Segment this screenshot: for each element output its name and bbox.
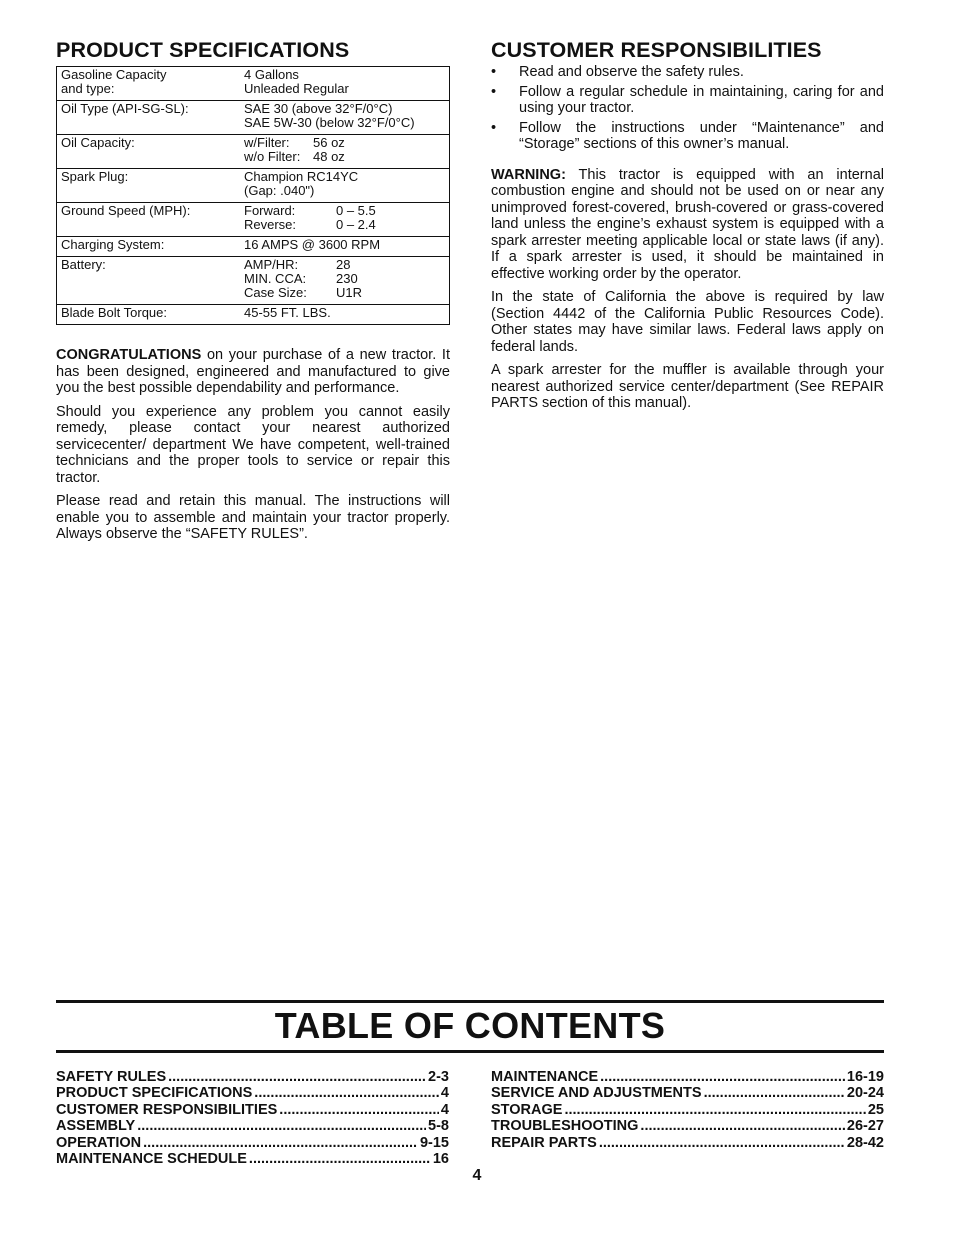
toc-entry-operation[interactable]: OPERATION ..... 9-15 bbox=[56, 1135, 449, 1151]
right-column bbox=[491, 36, 884, 419]
toc-entry-service-adjustments[interactable]: SERVICE AND ADJUSTMENTS ..... 20-24 bbox=[491, 1085, 884, 1101]
spec-value: 0 – 2.4 bbox=[336, 217, 376, 232]
toc-entry-repair-parts[interactable]: REPAIR PARTS ..... 28-42 bbox=[491, 1135, 884, 1151]
spec-label: Spark Plug: bbox=[61, 169, 129, 184]
toc-leader bbox=[249, 1151, 431, 1167]
spec-value-key: Case Size: bbox=[244, 285, 307, 300]
toc-entry-product-specifications[interactable]: PRODUCT SPECIFICATIONS ..... 4 bbox=[56, 1085, 449, 1101]
spec-label: and type: bbox=[61, 81, 115, 96]
bullet-icon: • bbox=[491, 64, 497, 80]
spec-value-key: Reverse: bbox=[244, 217, 297, 232]
spec-value: 4 Gallons bbox=[244, 67, 299, 82]
responsibility-list bbox=[491, 64, 884, 153]
spec-row-charging bbox=[57, 237, 450, 257]
spec-label: Blade Bolt Torque: bbox=[61, 305, 167, 320]
spec-value: Unleaded Regular bbox=[244, 81, 349, 96]
congratulations-lead: CONGRATULATIONS bbox=[56, 347, 202, 363]
retain-manual-paragraph: Please read and retain this manual. The instructions will enable you to assemble and maintain your tractor properly. Always observe the “SAFETY RULES”. bbox=[56, 493, 450, 542]
problem-paragraph: Should you experience any problem you cannot easily remedy, please contact your nearest authorized servicecenter/ department We have competent, well-trained technicians and the proper tools to service or repair this tractor. bbox=[56, 403, 450, 486]
page-number: 4 bbox=[472, 1167, 482, 1184]
toc-entry-maintenance[interactable]: MAINTENANCE ..... 16-19 bbox=[491, 1069, 884, 1085]
spec-value: 28 bbox=[336, 257, 351, 272]
spec-value: 16 AMPS @ 3600 RPM bbox=[244, 237, 381, 252]
left-column bbox=[56, 36, 450, 550]
spec-value: Champion RC14YC bbox=[244, 169, 359, 184]
toc-leader bbox=[143, 1135, 418, 1151]
toc-leader bbox=[168, 1069, 426, 1085]
spec-row-spark-plug bbox=[57, 169, 450, 203]
spec-value-key: Forward: bbox=[244, 203, 296, 218]
spec-label: Oil Capacity: bbox=[61, 135, 135, 150]
toc-page: 5-8 bbox=[428, 1118, 449, 1135]
intro-block bbox=[56, 347, 450, 543]
toc-entry-safety-rules[interactable]: SAFETY RULES ..... 2-3 bbox=[56, 1069, 449, 1085]
toc-entry-maintenance-schedule[interactable]: MAINTENANCE SCHEDULE ..... 16 bbox=[56, 1151, 449, 1167]
spec-label: Gasoline Capacity bbox=[61, 67, 167, 82]
toc-leader bbox=[137, 1118, 426, 1134]
toc-leader bbox=[640, 1118, 844, 1134]
warning-lead: WARNING: bbox=[491, 166, 566, 183]
toc-page: 16 bbox=[432, 1151, 449, 1168]
spec-label: Oil Type (API-SG-SL): bbox=[61, 101, 189, 116]
spec-row-battery bbox=[57, 257, 450, 305]
congratulations-paragraph bbox=[56, 347, 450, 397]
toc-right-column bbox=[491, 1069, 884, 1151]
toc-page: 25 bbox=[867, 1101, 884, 1118]
toc-leader bbox=[599, 1135, 845, 1151]
toc-top-rule bbox=[56, 1000, 884, 1003]
toc-page: 9-15 bbox=[419, 1134, 449, 1151]
toc-page: 20-24 bbox=[846, 1085, 884, 1102]
muffler-paragraph: A spark arrester for the muffler is available through your nearest authorized service center/department (See REPAIR PARTS section of this manual). bbox=[491, 362, 884, 411]
toc-page: 28-42 bbox=[846, 1134, 884, 1151]
list-item: • Follow a regular schedule in maintaining, caring for and using your tractor. bbox=[491, 83, 884, 116]
product-specifications-heading: PRODUCT SPECIFICATIONS bbox=[56, 38, 350, 62]
toc-page: 2-3 bbox=[428, 1069, 449, 1085]
spec-row-blade-torque bbox=[57, 305, 450, 325]
bullet-icon: • bbox=[491, 119, 497, 136]
customer-responsibilities-heading: CUSTOMER RESPONSIBILITIES bbox=[491, 38, 822, 62]
toc-page: 16-19 bbox=[846, 1069, 884, 1085]
toc-entry-customer-responsibilities[interactable]: CUSTOMER RESPONSIBILITIES ..... 4 bbox=[56, 1102, 449, 1118]
spec-value: SAE 30 (above 32°F/0°C) bbox=[244, 101, 393, 116]
spec-value: 0 – 5.5 bbox=[336, 203, 376, 218]
toc-leader bbox=[704, 1085, 845, 1101]
toc-page: 26-27 bbox=[846, 1118, 884, 1135]
toc-page: 4 bbox=[440, 1101, 449, 1118]
warning-text: This tractor is equipped with an internal combustion engine and should not be used on or near any unimproved forest-covered, brush-covered or grass-covered land unless the engine’s exhaust system is equipped with a spark arrester meeting applicable local or state laws (if any). If a spark arrester is used, it should be maintained in effective working order by the operator. bbox=[491, 166, 884, 282]
spec-row-oil-capacity bbox=[57, 135, 450, 169]
spec-value: 48 oz bbox=[313, 149, 345, 164]
spec-value: 230 bbox=[336, 271, 358, 286]
spec-value: U1R bbox=[336, 285, 363, 300]
spec-value-key: MIN. CCA: bbox=[244, 271, 307, 286]
toc-entry-assembly[interactable]: ASSEMBLY ..... 5-8 bbox=[56, 1118, 449, 1134]
spec-value: 45-55 FT. LBS. bbox=[244, 305, 331, 320]
toc-bottom-rule bbox=[56, 1050, 884, 1053]
spec-row-oil-type bbox=[57, 101, 450, 135]
spec-label: Ground Speed (MPH): bbox=[61, 203, 191, 218]
toc-leader bbox=[600, 1069, 845, 1085]
toc-leader bbox=[254, 1085, 439, 1101]
spec-row-ground-speed bbox=[57, 203, 450, 237]
spec-value-key: AMP/HR: bbox=[244, 257, 299, 272]
toc-entry-storage[interactable]: STORAGE ..... 25 bbox=[491, 1102, 884, 1118]
toc-title: TABLE OF CONTENTS bbox=[274, 1005, 666, 1046]
congratulations-text: on your purchase of a new tractor. It has been designed, engineered and manufactured to give you the best possible dependability and performance. bbox=[56, 347, 450, 396]
warning-paragraph bbox=[491, 167, 884, 283]
spec-table bbox=[56, 66, 450, 325]
toc-page: 4 bbox=[440, 1085, 449, 1102]
list-item: • Read and observe the safety rules. bbox=[491, 64, 744, 80]
toc-entry-troubleshooting[interactable]: TROUBLESHOOTING ..... 26-27 bbox=[491, 1118, 884, 1134]
spec-row-gasoline bbox=[57, 67, 450, 101]
bullet-icon: • bbox=[491, 83, 497, 100]
spec-value-key: w/o Filter: bbox=[244, 149, 301, 164]
spec-value-key: w/Filter: bbox=[244, 135, 290, 150]
toc-leader bbox=[564, 1102, 865, 1118]
california-paragraph: In the state of California the above is required by law (Section 4442 of the California Public Resources Code). Other states may have similar laws. Federal laws apply on federal lands. bbox=[491, 289, 884, 355]
toc-left-column bbox=[56, 1069, 449, 1167]
list-item: • Follow the instructions under “Maintenance” and “Storage” sections of this owner’s manual. bbox=[491, 119, 884, 152]
spec-value: 56 oz bbox=[313, 135, 345, 150]
toc-leader bbox=[279, 1102, 439, 1118]
spec-value: SAE 5W-30 (below 32°F/0°C) bbox=[244, 115, 415, 130]
spec-label: Charging System: bbox=[61, 237, 165, 252]
spec-label: Battery: bbox=[61, 257, 106, 272]
spec-value: (Gap: .040") bbox=[244, 183, 315, 198]
